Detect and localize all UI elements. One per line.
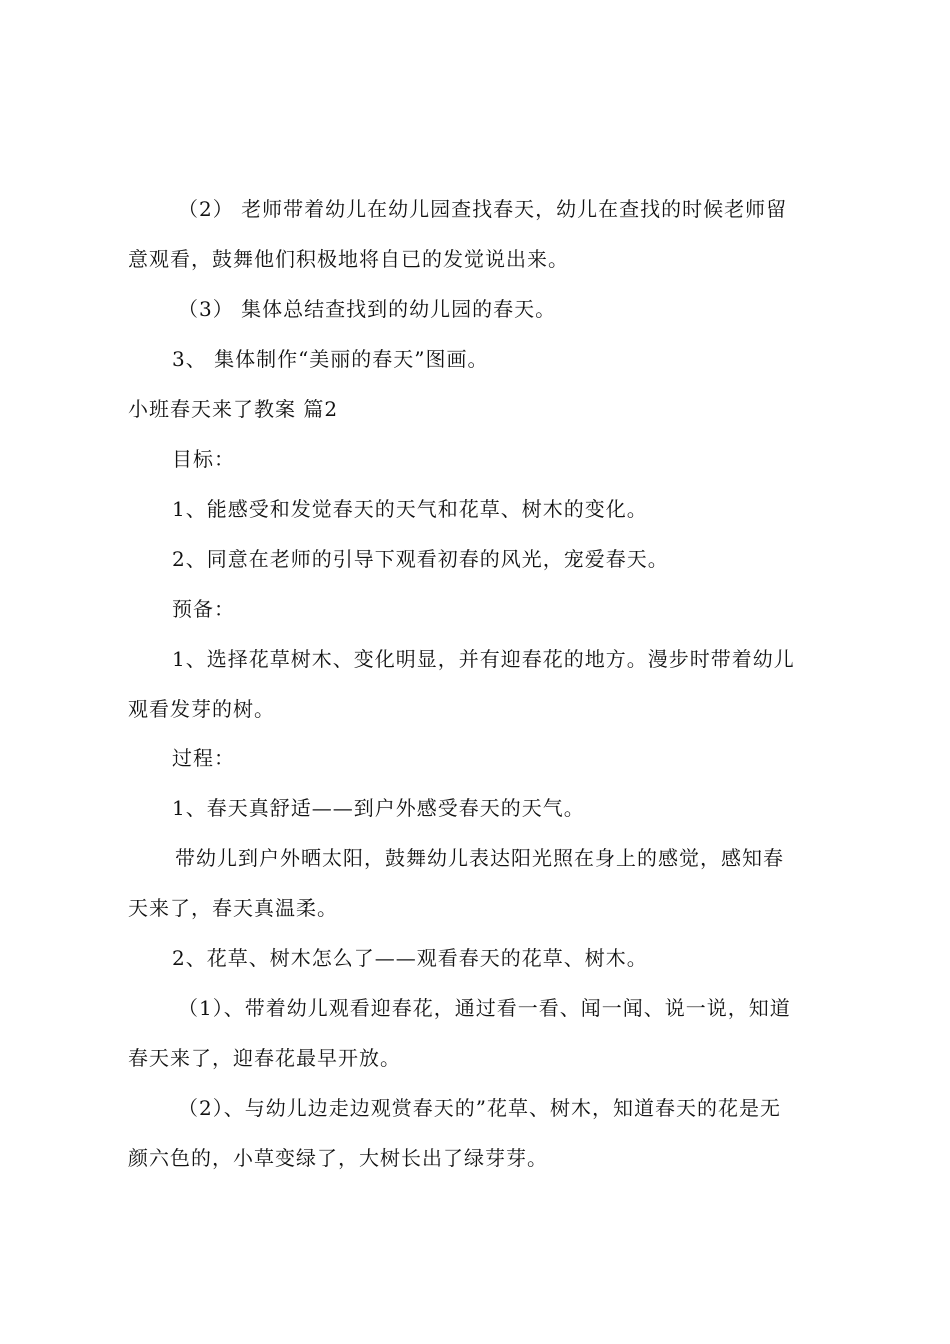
paragraph-line: 3、 集体制作“美丽的春天”图画。 — [172, 347, 489, 371]
paragraph-line: 过程： — [172, 746, 235, 770]
paragraph-line: 带幼儿到户外晒太阳，鼓舞幼儿表达阳光照在身上的感觉，感知春 — [175, 846, 784, 870]
paragraph-line: 目标： — [172, 447, 235, 471]
section-heading: 小班春天来了教案 篇2 — [128, 397, 339, 421]
paragraph-line: 2、花草、树木怎么了——观看春天的花草、树木。 — [172, 946, 648, 970]
paragraph-line: 春天来了，迎春花最早开放。 — [128, 1046, 401, 1070]
paragraph-line: 1、春天真舒适——到户外感受春天的天气。 — [172, 796, 585, 820]
paragraph-line: 意观看，鼓舞他们积极地将自已的发觉说出来。 — [128, 247, 569, 271]
paragraph-line: 1、选择花草树木、变化明显，并有迎春花的地方。漫步时带着幼儿 — [172, 647, 795, 671]
paragraph-line: （2）、与幼儿边走边观赏春天的”花草、树木，知道春天的花是无 — [178, 1096, 781, 1120]
paragraph-line: 观看发芽的树。 — [128, 697, 275, 721]
paragraph-line: （2） 老师带着幼儿在幼儿园查找春天，幼儿在查找的时候老师留 — [178, 197, 788, 221]
paragraph-line: 1、能感受和发觉春天的天气和花草、树木的变化。 — [172, 497, 648, 521]
paragraph-line: 天来了，春天真温柔。 — [128, 896, 338, 920]
paragraph-line: （1）、带着幼儿观看迎春花，通过看一看、闻一闻、说一说，知道 — [178, 996, 791, 1020]
paragraph-line: 预备： — [172, 597, 235, 621]
paragraph-line: （3） 集体总结查找到的幼儿园的春天。 — [178, 297, 557, 321]
paragraph-line: 颜六色的，小草变绿了，大树长出了绿芽芽。 — [128, 1146, 548, 1170]
paragraph-line: 2、同意在老师的引导下观看初春的风光，宠爱春天。 — [172, 547, 669, 571]
